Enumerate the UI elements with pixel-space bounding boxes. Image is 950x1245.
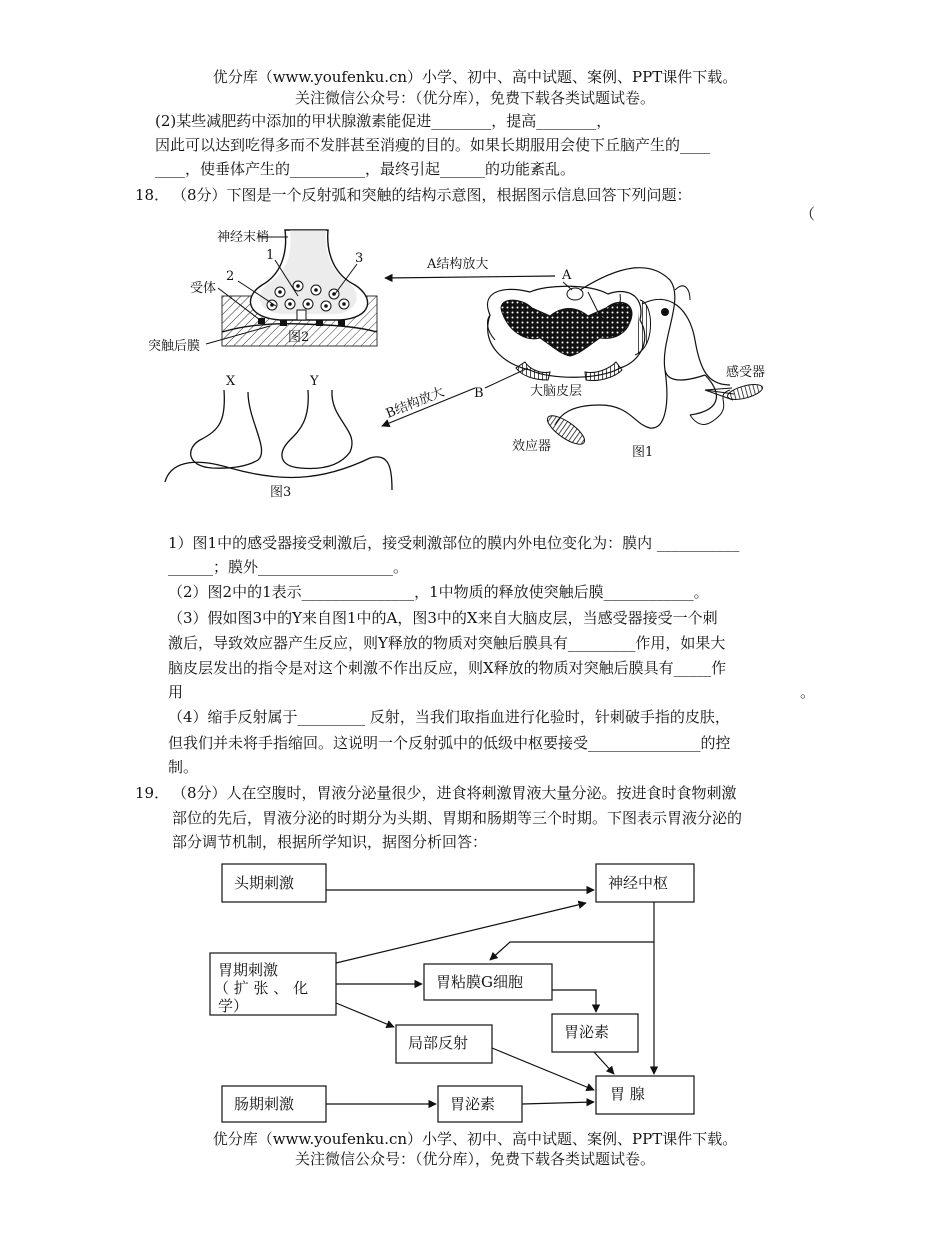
flow-intestine-label: 肠期刺激	[234, 1095, 295, 1113]
fig2-label-1: 1	[266, 248, 275, 263]
fig1-label-effector: 效应器	[512, 439, 552, 454]
q18-p1-line-2: ______；膜外__________________。	[168, 558, 409, 576]
q18-p3-dot: 。	[800, 683, 816, 701]
fig1-label-cortex: 大脑皮层	[530, 384, 583, 399]
flow-stomach-line-3: 学）	[218, 997, 249, 1015]
q18-stray-paren: （	[800, 205, 816, 223]
flow-stomach-line-2: （ 扩 张 、 化	[214, 979, 309, 997]
footer-line-2: 关注微信公众号：（优分库），免费下载各类试题试卷。	[294, 1150, 655, 1168]
fig1-label-b: B	[474, 386, 484, 401]
q18-p4-line-3: 制。	[168, 758, 199, 776]
header-line-2: 关注微信公众号：（优分库），免费下载各类试题试卷。	[294, 89, 655, 107]
q18-p3-line-2: 激后，导致效应器产生反应，则Y释放的物质对突触后膜具有_________作用，如果大	[168, 634, 726, 652]
figure-1-reflex-arc	[474, 268, 765, 460]
flow-gastrin2-label: 胃泌素	[450, 1095, 496, 1113]
q19-line-2: 部位的先后，胃液分泌的时期分为头期、胃期和肠期等三个时期。下图表示胃液分泌的	[172, 809, 743, 827]
flow-stomach-line-1: 胃期刺激	[218, 961, 279, 979]
q19-line-3: 部分调节机制，根据所学知识，据图分析回答：	[172, 833, 488, 851]
figure-3-synapses	[165, 374, 392, 500]
fig3-label-y: Y	[310, 374, 319, 389]
q18-p4-line-1: （4）缩手反射属于_________ 反射，当我们取指血进行化验时，针刺破手指的皮肤，	[168, 708, 730, 726]
gastric-secretion-flowchart	[0, 850, 950, 1130]
q18-number: 18．	[135, 186, 170, 204]
flow-local-label: 局部反射	[408, 1034, 469, 1052]
q19-number: 19．	[135, 784, 170, 802]
q18-p3-line-4: 用	[168, 683, 184, 701]
arrow-a-enlarged	[385, 276, 555, 278]
flow-head-label: 头期刺激	[234, 874, 295, 892]
figure-2-synapse	[148, 229, 377, 354]
footer-line-1: 优分库（www.youfenku.cn）小学、初中、高中试题、案例、PPT课件下载。	[212, 1130, 738, 1148]
q17-part2-line-1: (2)某些减肥药中添加的甲状腺激素能促进________，提高________，	[155, 112, 612, 130]
reflex-arc-figure	[130, 220, 810, 510]
arrow-b-label: B结构放大	[383, 384, 447, 422]
q17-part2-line-3: ____，使垂体产生的__________，最终引起______的功能紊乱。	[155, 160, 576, 178]
q17-part2-line-2: 因此可以达到吃得多而不发胖甚至消瘦的目的。如果长期服用会使下丘脑产生的____	[155, 136, 711, 154]
fig2-label-receptor: 受体	[190, 281, 217, 296]
flow-gland-label: 胃 腺	[610, 1085, 645, 1103]
q18-p3-line-3: 脑皮层发出的指令是对这个刺激不作出反应，则X释放的物质对突触后膜具有_____作	[168, 659, 727, 677]
q18-p1-line-1: 1）图1中的感受器接受刺激后，接受刺激部位的膜内外电位变化为：膜内 ___________	[168, 534, 740, 552]
fig1-label-receptor: 感受器	[726, 365, 766, 380]
fig2-label-2: 2	[226, 269, 235, 284]
receptor-organ	[705, 382, 764, 403]
flow-gastrin1-label: 胃泌素	[564, 1023, 610, 1041]
q18-p2: （2）图2中的1表示_______________，1中物质的释放使突触后膜____________。	[168, 583, 709, 601]
header-line-1: 优分库（www.youfenku.cn）小学、初中、高中试题、案例、PPT课件下载。	[212, 68, 738, 86]
flow-center-label: 神经中枢	[608, 874, 669, 892]
flow-gcell-label: 胃粘膜G细胞	[436, 973, 523, 991]
q18-p3-line-1: （3）假如图3中的Y来自图1中的A，图3中的X来自大脑皮层，当感受器接受一个刺	[168, 609, 718, 627]
fig2-label-nerve-ending: 神经末梢	[217, 230, 270, 245]
q19-line-1: （8分）人在空腹时，胃液分泌量很少，进食将刺激胃液大量分泌。按进食时食物刺激	[172, 784, 737, 802]
fig2-caption: 图2	[288, 330, 310, 345]
fig2-label-3: 3	[355, 251, 364, 266]
fig3-caption: 图3	[270, 485, 292, 500]
q18-stem: （8分）下图是一个反射弧和突触的结构示意图，根据图示信息回答下列问题：	[172, 186, 692, 204]
q18-p4-line-2: 但我们并未将手指缩回。这说明一个反射弧中的低级中枢要接受_______________的控	[168, 734, 731, 752]
fig3-label-x: X	[226, 374, 236, 389]
arrow-a-label: A结构放大	[427, 257, 489, 272]
fig1-caption: 图1	[632, 445, 654, 460]
fig2-label-postsynaptic: 突触后膜	[148, 339, 201, 354]
fig1-label-a: A	[562, 268, 572, 283]
